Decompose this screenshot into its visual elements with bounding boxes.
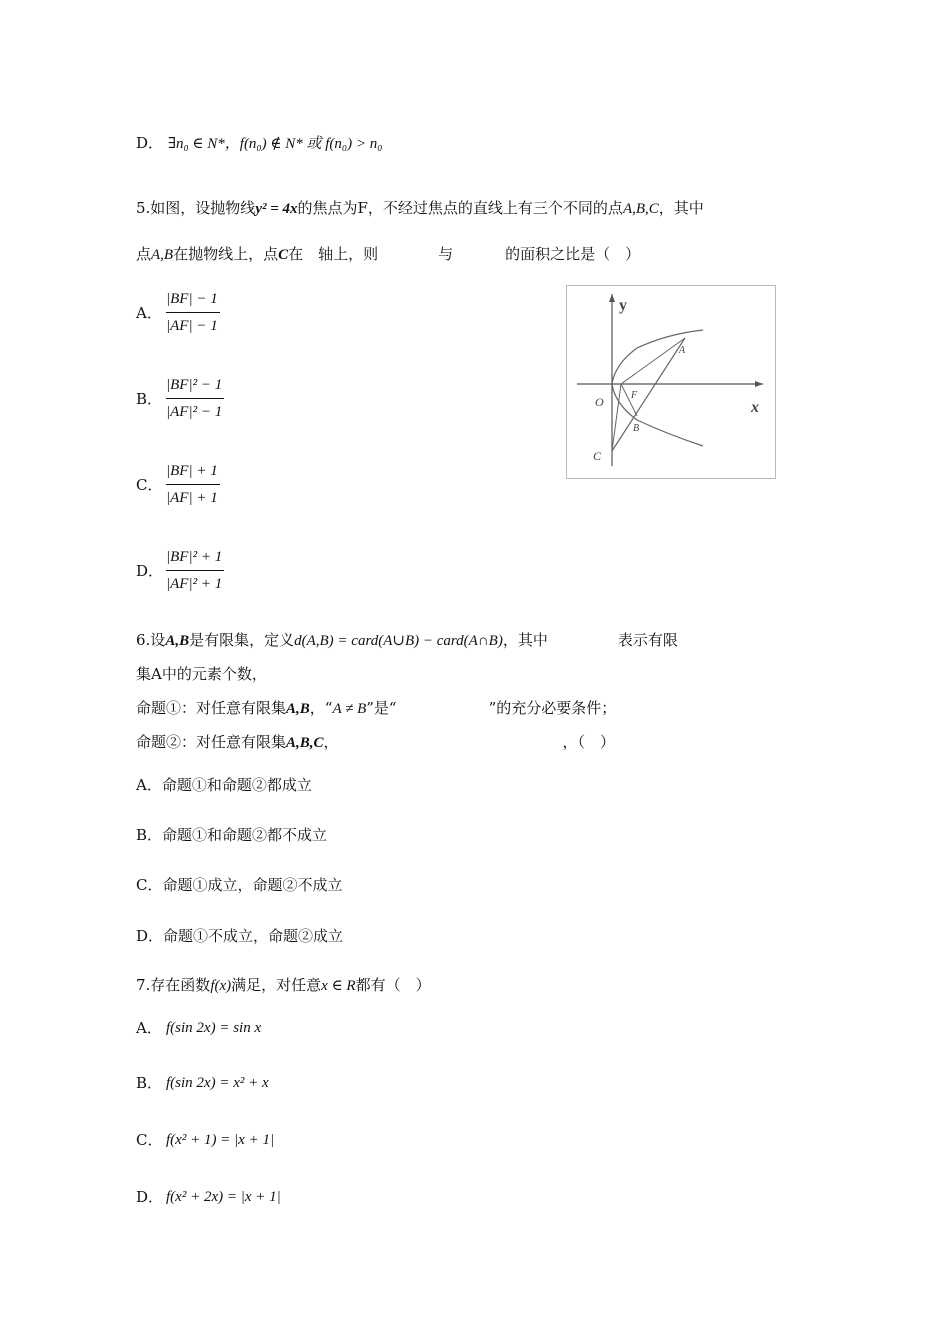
f-label: F (631, 390, 638, 401)
q6-l4-c: ，（ ） (562, 733, 616, 751)
q6-stem-line2: 集A中的元素个数， (136, 665, 267, 683)
q5-mid: 的焦点为F，不经过焦点的直线上有三个不同的点 (297, 199, 623, 217)
q5-option-b-den: |AF|² − 1 (166, 404, 223, 420)
q5-option-c-fraction (166, 460, 220, 509)
q5-option-c-den: |AF| + 1 (166, 490, 218, 506)
q6-proposition-2 (136, 731, 615, 754)
q6-l3-c: ”是“ (366, 699, 397, 717)
q5-point-c: C (278, 247, 289, 263)
q6-l3-a: 命题①：对任意有限集 (136, 699, 287, 717)
q5-option-a-label: A． (136, 303, 162, 322)
q4-option-d-label: D． (136, 134, 164, 152)
y-axis-arrow (609, 294, 615, 302)
q7-stem (136, 974, 431, 997)
q7-option-c (136, 1128, 274, 1151)
q7-option-b-expr: f(sin 2x) = x² + x (166, 1075, 269, 1091)
q6-l1-a: 6.设 (136, 631, 166, 649)
q7-condition: x ∈ R (321, 978, 356, 994)
q6-l1-def: d(A,B) = card(A∪B) − card(A∩B) (294, 633, 503, 649)
q5-l2-c: 在 轴上，则 (288, 245, 379, 263)
q5-option-d-fraction (166, 546, 224, 595)
y-label: y (619, 297, 627, 314)
q5-option-a-fraction (166, 288, 220, 337)
q6-l3-cond: A ≠ B (332, 701, 367, 717)
q4-option-d-expr: ∃n₀ ∈ N*，f(n₀) ∉ N* 或 f(n₀) > n₀ (167, 136, 383, 152)
q5-l2-d: 与 (438, 245, 454, 263)
q7-option-a-expr: f(sin 2x) = sin x (166, 1020, 262, 1036)
q5-parabola-eq: y² = 4x (255, 201, 298, 217)
q6-option-b: B．命题①和命题②都不成立 (136, 826, 328, 844)
q5-points-abc: A,B,C (622, 201, 659, 217)
line-cba (612, 338, 685, 451)
q6-l4-a: 命题②：对任意有限集 (136, 733, 287, 751)
q5-option-d (136, 546, 224, 595)
b-label: B (633, 423, 640, 434)
q6-l1-pts: A,B (165, 633, 190, 649)
q6-l1-c: ，其中 (502, 631, 548, 649)
parabola-curve (612, 330, 703, 446)
q5-option-c-label: C． (136, 475, 163, 494)
q6-l4-pts: A,B,C (286, 735, 324, 751)
q5-option-d-num: |BF|² + 1 (166, 546, 224, 571)
q5-option-a-den: |AF| − 1 (166, 318, 218, 334)
q5-option-b-fraction (166, 374, 224, 423)
q7-option-d-expr: f(x² + 2x) = |x + 1| (166, 1189, 281, 1205)
q6-option-c: C．命题①成立，命题②不成立 (136, 876, 343, 894)
q7-option-d-label: D． (136, 1188, 164, 1206)
q6-l3-pts: A,B (286, 701, 310, 717)
q7-l1-c: 都有（ ） (355, 976, 431, 994)
q5-suffix: ，其中 (658, 199, 704, 217)
q6-proposition-1 (136, 697, 616, 720)
q5-figure-svg (567, 286, 775, 478)
q6-option-d: D．命题①不成立，命题②成立 (136, 927, 344, 945)
q7-function: f(x) (210, 978, 232, 994)
q7-l1-a: 7.存在函数 (136, 976, 211, 994)
x-axis-arrow (755, 381, 763, 387)
q7-option-a (136, 1016, 261, 1039)
o-label: O (595, 395, 604, 409)
q5-l2-e: 的面积之比是（ ） (505, 245, 641, 263)
q6-option-a: A．命题①和命题②都成立 (136, 776, 312, 794)
line-cf (612, 384, 621, 451)
q6-l3-b: ，“ (309, 699, 333, 717)
x-label: x (751, 399, 759, 416)
q5-option-a (136, 288, 220, 337)
q5-option-a-num: |BF| − 1 (166, 288, 220, 313)
q4-option-d (136, 132, 382, 155)
q5-option-d-label: D． (136, 561, 164, 580)
q6-l1-b: 是有限集，定义 (189, 631, 295, 649)
a-label: A (679, 345, 686, 356)
q7-option-a-label: A． (136, 1019, 162, 1037)
q5-option-b-num: |BF|² − 1 (166, 374, 224, 399)
q7-option-b-label: B． (136, 1074, 163, 1092)
q6-l3-d: ”的充分必要条件； (488, 699, 617, 717)
q7-l1-b: 满足，对任意 (231, 976, 322, 994)
q7-option-b (136, 1071, 269, 1094)
q5-stem-line2 (136, 243, 640, 266)
q6-l4-b: ， (323, 733, 339, 751)
line-fa (621, 338, 685, 384)
q6-l1-d: 表示有限 (617, 631, 678, 649)
q5-option-d-den: |AF|² + 1 (166, 576, 223, 592)
c-label: C (593, 449, 602, 463)
q7-option-c-label: C． (136, 1131, 163, 1149)
q5-prefix: 5.如图，设抛物线 (136, 199, 256, 217)
q5-l2-a: 点 (136, 245, 152, 263)
q6-stem-line1 (136, 629, 678, 652)
q5-option-c (136, 460, 220, 509)
q5-option-b (136, 374, 224, 423)
q5-stem-line1 (136, 197, 704, 220)
q7-option-d (136, 1185, 281, 1208)
q7-option-c-expr: f(x² + 1) = |x + 1| (166, 1132, 275, 1148)
q5-parabola-figure (566, 285, 776, 479)
q5-option-b-label: B． (136, 389, 163, 408)
q5-option-c-num: |BF| + 1 (166, 460, 220, 485)
q5-points-ab: A,B (151, 247, 174, 263)
q5-l2-b: 在抛物线上，点 (173, 245, 279, 263)
